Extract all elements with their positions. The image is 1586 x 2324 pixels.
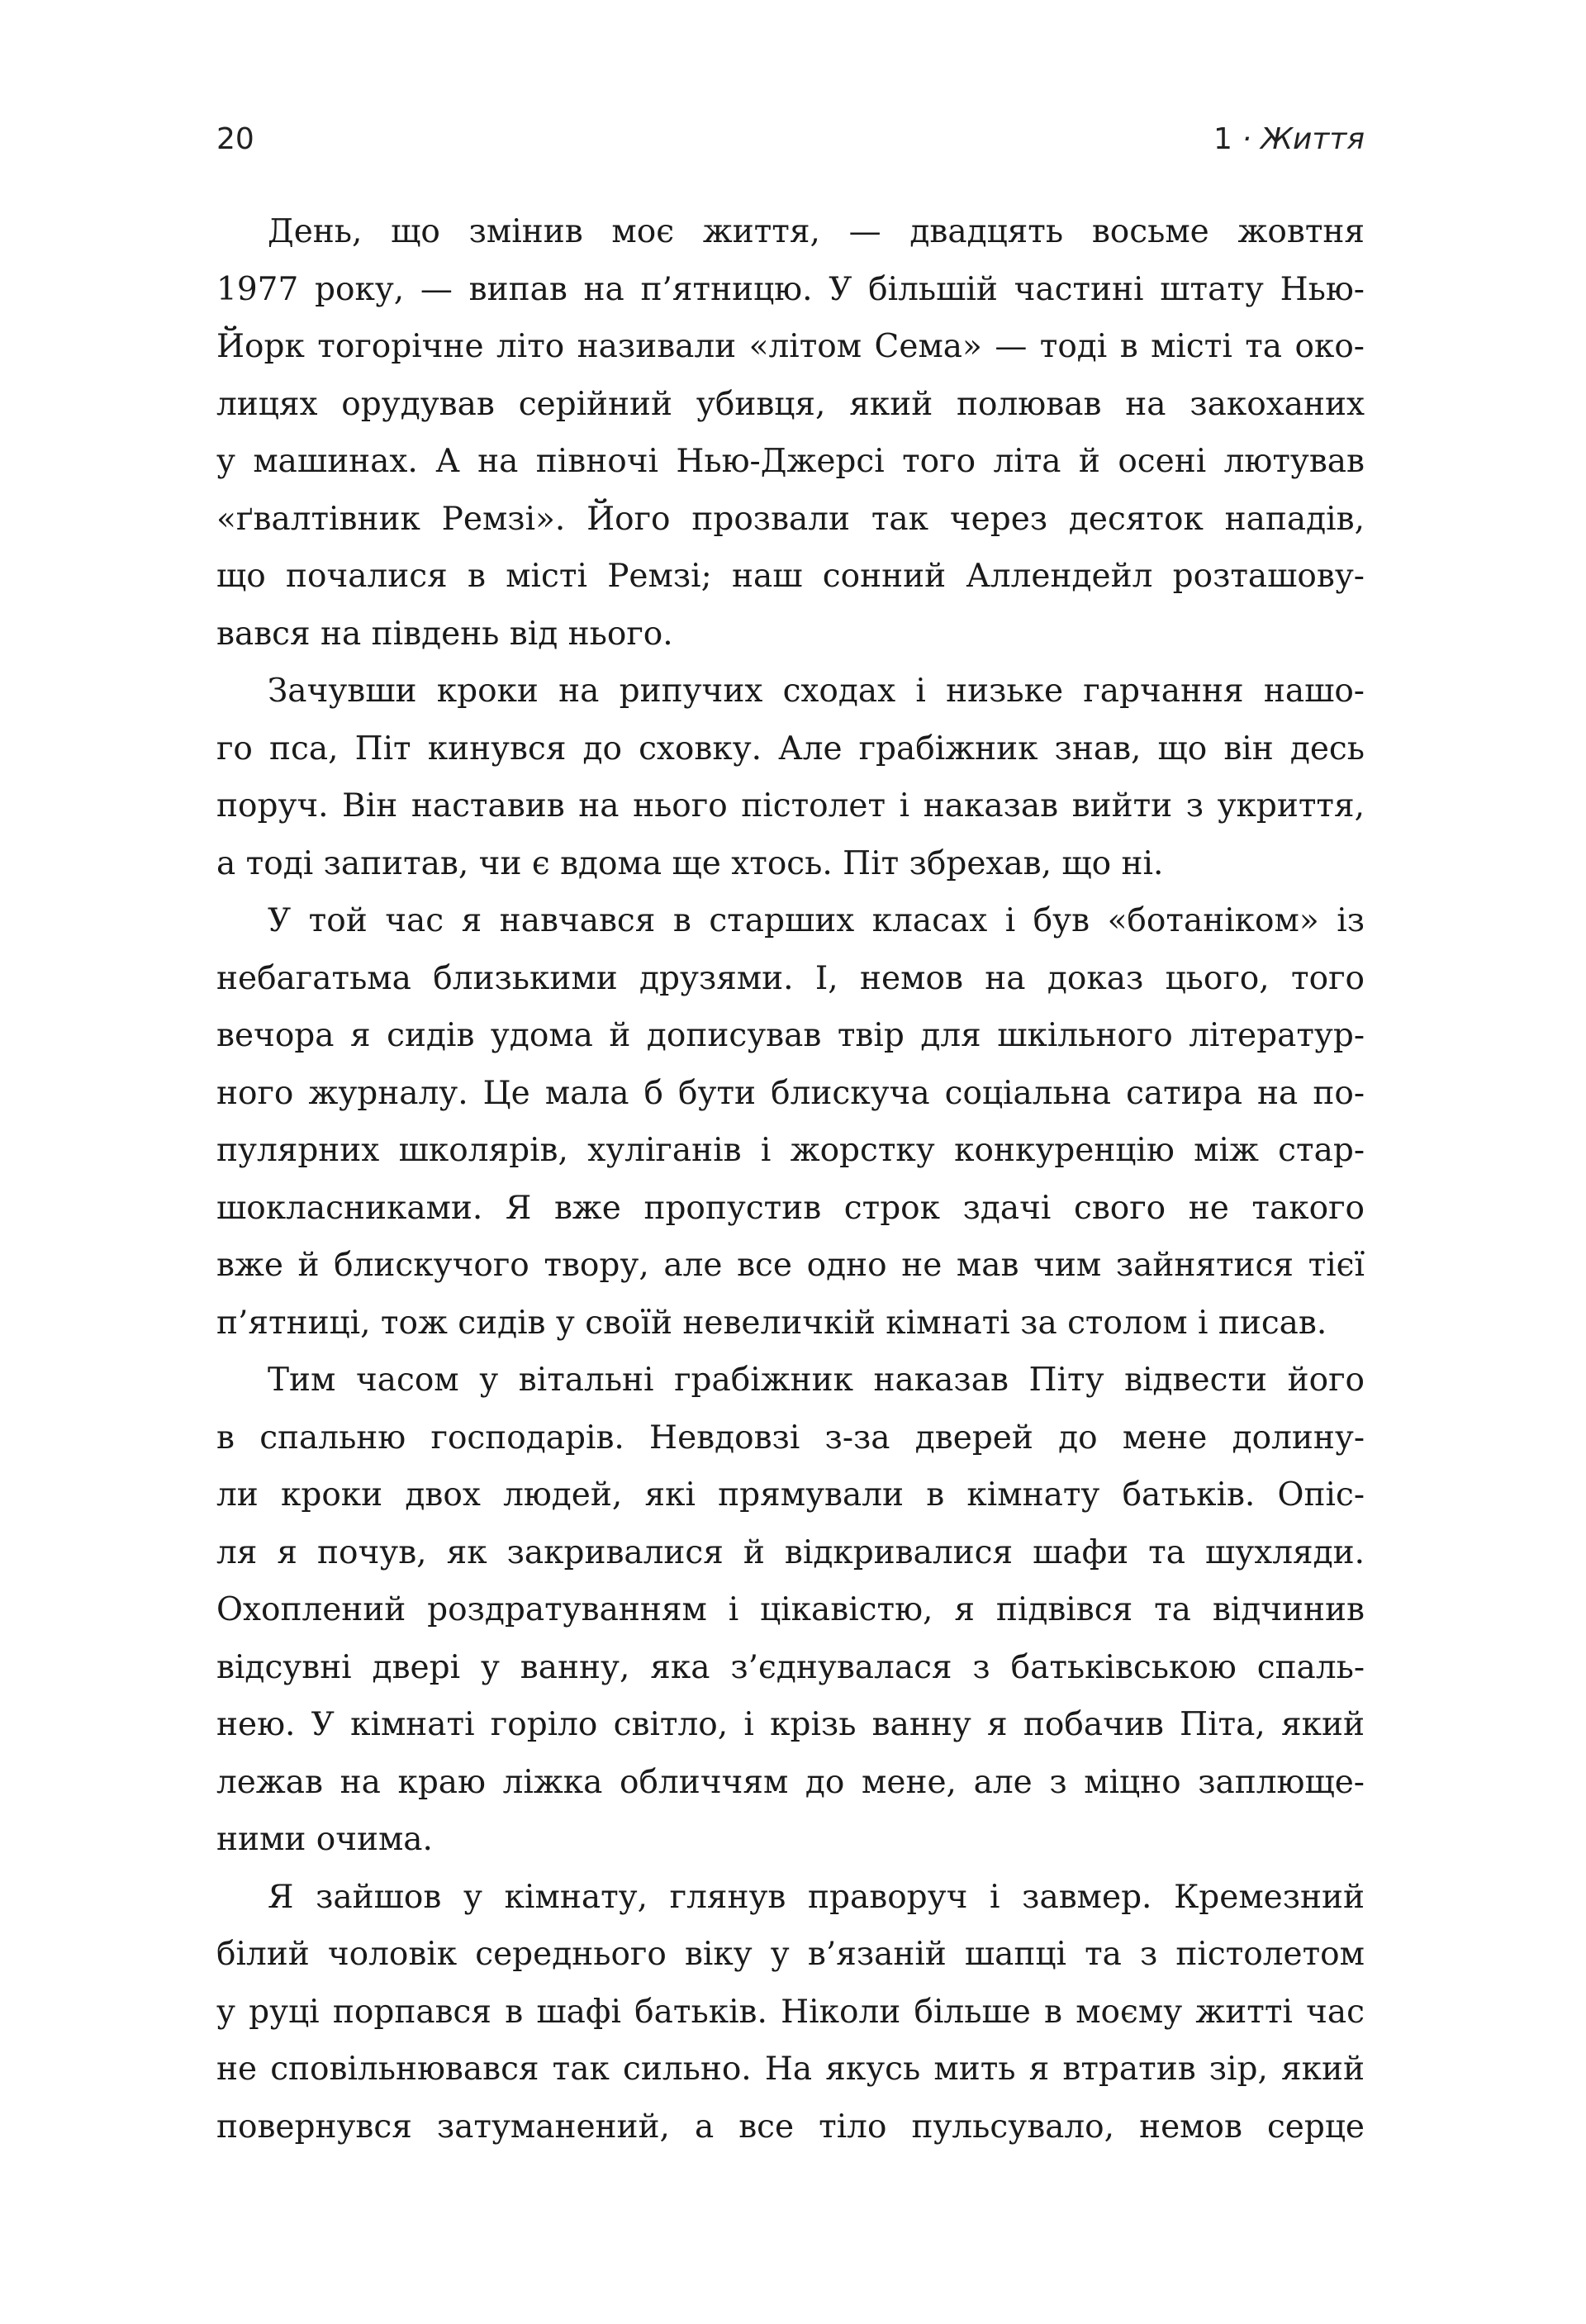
text-line: вався на південь від нього. xyxy=(216,615,673,653)
text-line: Я зайшов у кімнату, глянув праворуч і завмер. Кремезний xyxy=(268,1878,1365,1916)
text-line: білий чоловік середнього віку у в’язаній шапці та з пістолетом xyxy=(216,1936,1365,1973)
chapter-label xyxy=(1213,122,1365,156)
chapter-title: Життя xyxy=(1261,122,1365,156)
text-line: «ґвалтівник Ремзі». Його прозвали так через десяток нападів, xyxy=(216,500,1365,538)
text-line: го пса, Піт кинувся до сховку. Але грабіжник знав, що він десь xyxy=(216,730,1365,768)
text-line: що почалися в місті Ремзі; наш сонний Аллендейл розташову- xyxy=(216,558,1365,595)
text-line: небагатьма близькими друзями. І, немов на доказ цього, того xyxy=(216,959,1365,997)
text-line: не сповільнювався так сильно. На якусь мить я втратив зір, який xyxy=(216,2051,1365,2088)
text-line: вже й блискучого твору, але все одно не мав чим зайнятися тієї xyxy=(216,1247,1365,1284)
text-line: Охоплений роздратуванням і цікавістю, я підвівся та відчинив xyxy=(216,1591,1365,1628)
text-line: У той час я навчався в старших класах і був «ботаніком» із xyxy=(268,902,1365,939)
text-line: 1977 року, — випав на п’ятницю. У більшій частині штату Нью- xyxy=(216,270,1365,308)
text-line: Йорк тогорічне літо називали «літом Сема» — тоді в місті та око- xyxy=(216,328,1365,365)
text-line: у руці порпався в шафі батьків. Ніколи більше в моєму житті час xyxy=(216,1993,1365,2031)
text-line: Зачувши кроки на рипучих сходах і низьке гарчання нашо- xyxy=(268,672,1365,710)
body-text xyxy=(216,203,1365,2155)
running-header xyxy=(216,122,1365,172)
text-line: повернувся затуманений, а все тіло пульсувало, немов серце xyxy=(216,2108,1365,2146)
text-line: вечора я сидів удома й дописував твір для шкільного літератур- xyxy=(216,1017,1365,1054)
text-line: шокласниками. Я вже пропустив строк здачі свого не такого xyxy=(216,1189,1365,1227)
text-line: Тим часом у вітальні грабіжник наказав Піту відвести його xyxy=(268,1362,1365,1399)
text-line: у машинах. А на півночі Нью-Джерсі того літа й осені лютував xyxy=(216,443,1365,480)
text-line: а тоді запитав, чи є вдома ще хтось. Піт збрехав, що ні. xyxy=(216,844,1164,882)
text-line: лицях орудував серійний убивця, який полював на закоханих xyxy=(216,385,1365,423)
text-line: ля я почув, як закривалися й відкривалися шафи та шухляди. xyxy=(216,1533,1365,1571)
text-line: ли кроки двох людей, які прямували в кімнату батьків. Опіс- xyxy=(216,1476,1365,1514)
chapter-separator: · xyxy=(1242,122,1251,156)
text-line: відсувні двері у ванну, яка з’єднувалася з батьківською спаль- xyxy=(216,1648,1365,1686)
chapter-number: 1 xyxy=(1213,122,1232,156)
text-line: День, що змінив моє життя, — двадцять восьме жовтня xyxy=(268,213,1365,250)
text-line: п’ятниці, тож сидів у своїй невеличкій кімнаті за столом і писав. xyxy=(216,1304,1327,1342)
text-line: лежав на краю ліжка обличчям до мене, але з міцно заплюще- xyxy=(216,1763,1365,1801)
text-line: поруч. Він наставив на нього пістолет і наказав вийти з укриття, xyxy=(216,787,1365,825)
text-line: пулярних школярів, хуліганів і жорстку конкуренцію між стар- xyxy=(216,1132,1365,1169)
text-line: нею. У кімнаті горіло світло, і крізь ванну я побачив Піта, який xyxy=(216,1706,1365,1743)
text-line: ного журналу. Це мала б бути блискуча соціальна сатира на по- xyxy=(216,1074,1365,1112)
text-line: в спальню господарів. Невдовзі з-за дверей до мене долину- xyxy=(216,1419,1365,1457)
page-number: 20 xyxy=(216,122,254,156)
text-line: ними очима. xyxy=(216,1821,433,1858)
